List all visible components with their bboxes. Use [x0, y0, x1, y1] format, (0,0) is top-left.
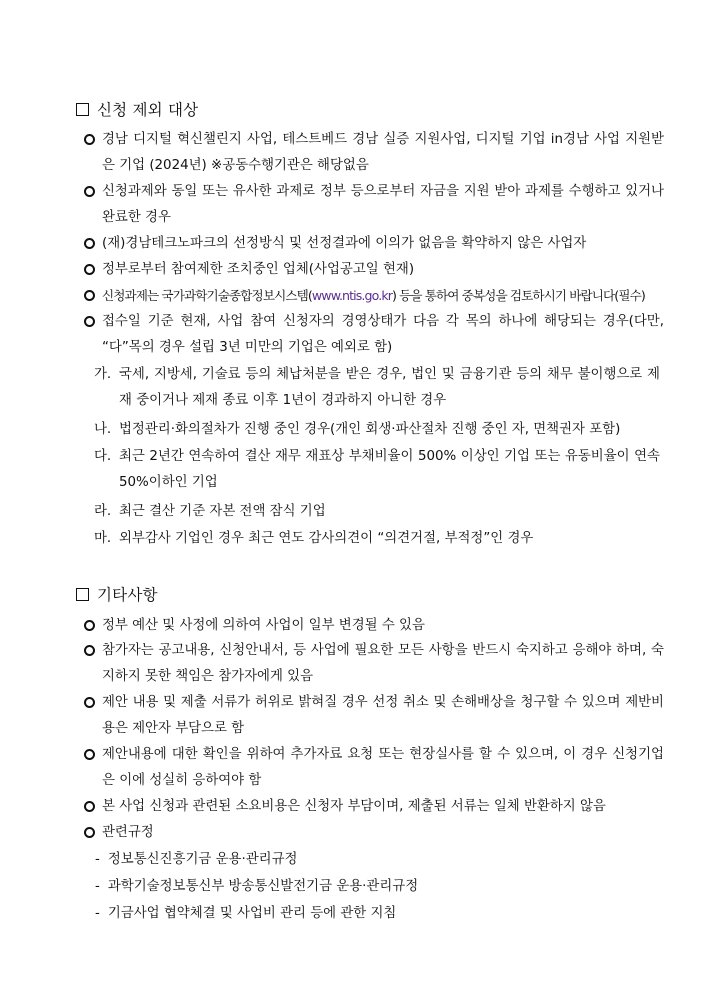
exclusion-item	[84, 127, 664, 179]
exclusion-item	[84, 257, 664, 283]
circle-bullet-icon	[84, 645, 95, 656]
circle-bullet-icon	[84, 238, 95, 249]
circle-bullet-icon	[84, 264, 95, 275]
other-item-text: 본 사업 신청과 관련된 소요비용은 신청자 부담이며, 제출된 서류는 일체 반환하지 않음	[102, 799, 606, 814]
subitem-marker: 마.	[94, 531, 112, 546]
exclusion-item-text: 경남 디지털 혁신챌린지 사업, 테스트베드 경남 실증 지원사업, 디지털 기업 in경남 사업 지원받은 기업 (2024년) ※공동수행기관은 해당없음	[102, 132, 664, 173]
regulation-text: 정보통신진흥기금 운용·관리규정	[107, 852, 298, 867]
circle-bullet-icon	[84, 134, 95, 145]
dash-marker: -	[95, 906, 100, 921]
checkbox-square-icon	[76, 588, 89, 601]
other-item	[84, 638, 664, 690]
condition-subitem	[94, 526, 660, 552]
other-item	[84, 820, 664, 846]
other-item-text: 관련규정	[102, 825, 154, 840]
condition-subitem	[94, 417, 660, 443]
regulation-item	[95, 901, 396, 927]
exclusion-item-ntis	[84, 283, 664, 309]
other-item	[84, 613, 664, 639]
section-title-text: 기타사항	[97, 586, 158, 604]
circle-bullet-icon	[84, 290, 95, 301]
regulation-text: 기금사업 협약체결 및 사업비 관리 등에 관한 지침	[107, 906, 397, 921]
circle-bullet-icon	[84, 697, 95, 708]
circle-bullet-icon	[84, 801, 95, 812]
other-item	[84, 742, 664, 794]
condition-subitem	[94, 362, 660, 414]
other-item-text: 정부 예산 및 사정에 의하여 사업이 일부 변경될 수 있음	[102, 618, 425, 633]
section-title-other	[76, 583, 158, 605]
section-title-text: 신청 제외 대상	[97, 101, 199, 119]
other-item-text: 제안 내용 및 제출 서류가 허위로 밝혀질 경우 선정 취소 및 손해배상을 청구할 수 있으며 제반비용은 제안자 부담으로 함	[102, 695, 664, 736]
exclusion-item-text: 접수일 기준 현재, 사업 참여 신청자의 경영상태가 다음 각 목의 하나에 해당되는 경우(다만, “다”목의 경우 설립 3년 미만의 기업은 예외로 함)	[102, 314, 665, 355]
dash-marker: -	[95, 879, 100, 894]
regulation-item	[95, 847, 297, 873]
ntis-prefix: 신청과제는 국가과학기술종합정보시스템(	[102, 288, 312, 303]
condition-subitem	[94, 499, 660, 525]
subitem-text: 최근 결산 기준 자본 전액 잠식 기업	[119, 504, 326, 519]
exclusion-item-text: (재)경남테크노파크의 선정방식 및 선정결과에 이의가 없음을 확약하지 않은 사업자	[102, 236, 587, 251]
regulation-item	[95, 874, 418, 900]
other-item	[84, 794, 664, 820]
dash-marker: -	[95, 852, 100, 867]
exclusion-item	[84, 231, 664, 257]
subitem-marker: 라.	[94, 504, 112, 519]
circle-bullet-icon	[84, 827, 95, 838]
subitem-text: 국세, 지방세, 기술료 등의 체납처분을 받은 경우, 법인 및 금융기관 등의 채무 불이행으로 제재 중이거나 제재 종료 이후 1년이 경과하지 아니한 경우	[119, 367, 660, 408]
subitem-text: 외부감사 기업인 경우 최근 연도 감사의견이 “의견거절, 부적정”인 경우	[119, 531, 534, 546]
section-title-exclusions	[76, 98, 198, 120]
circle-bullet-icon	[84, 316, 95, 327]
subitem-marker: 가.	[94, 367, 112, 382]
circle-bullet-icon	[84, 620, 95, 631]
exclusion-item	[84, 179, 664, 231]
exclusion-item-text: 신청과제와 동일 또는 유사한 과제로 정부 등으로부터 자금을 지원 받아 과제를 수행하고 있거나 완료한 경우	[102, 184, 664, 225]
other-item-text: 제안내용에 대한 확인을 위하여 추가자료 요청 또는 현장실사를 할 수 있으며, 이 경우 신청기업은 이에 성실히 응하여야 함	[102, 747, 664, 788]
condition-subitem	[94, 444, 660, 496]
subitem-marker: 다.	[94, 449, 112, 464]
subitem-text: 법정관리·화의절차가 진행 중인 경우(개인 회생·파산절차 진행 중인 자, 면책권자 포함)	[119, 422, 621, 437]
ntis-item-text	[102, 283, 664, 309]
ntis-suffix: ) 등을 통하여 중복성을 검토하시기 바랍니다(필수)	[392, 288, 645, 303]
exclusion-item	[84, 309, 664, 361]
checkbox-square-icon	[76, 103, 89, 116]
other-item-text: 참가자는 공고내용, 신청안내서, 등 사업에 필요한 모든 사항을 반드시 숙지하고 응해야 하며, 숙지하지 못한 책임은 참가자에게 있음	[102, 643, 664, 684]
other-item	[84, 690, 664, 742]
subitem-marker: 나.	[94, 422, 112, 437]
circle-bullet-icon	[84, 749, 95, 760]
circle-bullet-icon	[84, 186, 95, 197]
exclusion-item-text: 정부로부터 참여제한 조치중인 업체(사업공고일 현재)	[102, 262, 415, 277]
subitem-text: 최근 2년간 연속하여 결산 재무 재표상 부채비율이 500% 이상인 기업 또는 유동비율이 연속 50%이하인 기업	[119, 449, 660, 490]
ntis-url-link[interactable]: www.ntis.go.kr	[311, 288, 392, 303]
regulation-text: 과학기술정보통신부 방송통신발전기금 운용·관리규정	[107, 879, 419, 894]
